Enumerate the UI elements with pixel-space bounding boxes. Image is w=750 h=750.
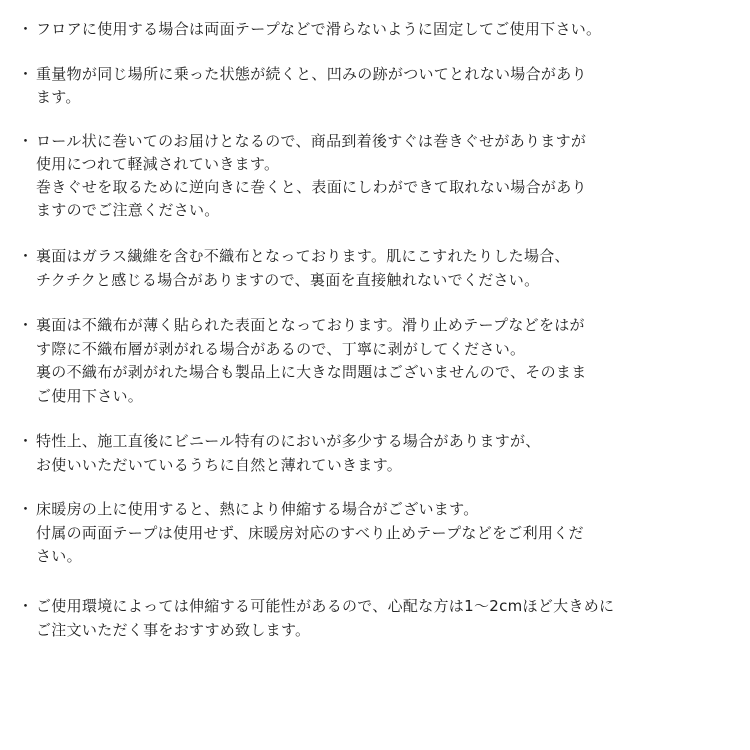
bullet-mark: ・ <box>18 597 34 615</box>
bullet-mark: ・ <box>18 247 34 265</box>
note-line: す際に不織布層が剥がれる場合があるので、丁寧に剥がしてください。 <box>36 340 526 358</box>
note-line: 特性上、施工直後にビニール特有のにおいが多少する場合がありますが、 <box>36 432 541 450</box>
note-line: ご注文いただく事をおすすめ致します。 <box>36 621 311 639</box>
note-line: 重量物が同じ場所に乗った状態が続くと、凹みの跡がついてとれない場合があり <box>36 65 587 83</box>
note-line: 使用につれて軽減されていきます。 <box>36 155 280 173</box>
note-line: ご使用環境によっては伸縮する可能性があるので、心配な方は1～2cmほど大きめに <box>36 597 615 615</box>
note-line: さい。 <box>36 547 82 565</box>
bullet-mark: ・ <box>18 65 34 83</box>
bullet-mark: ・ <box>18 20 34 38</box>
note-line: 裏面はガラス繊維を含む不織布となっております。肌にこすれたりした場合、 <box>36 247 570 265</box>
note-line: ロール状に巻いてのお届けとなるので、商品到着後すぐは巻きぐせがありますが <box>36 132 587 150</box>
note-line: お使いいただいているうちに自然と薄れていきます。 <box>36 456 403 474</box>
bullet-mark: ・ <box>18 316 34 334</box>
note-line: ますのでご注意ください。 <box>36 201 220 219</box>
note-line: 巻きぐせを取るために逆向きに巻くと、表面にしわができて取れない場合があり <box>36 178 587 196</box>
note-line: ます。 <box>36 88 81 106</box>
bullet-mark: ・ <box>18 432 34 450</box>
note-line: ご使用下さい。 <box>36 387 144 405</box>
note-line: フロアに使用する場合は両面テープなどで滑らないように固定してご使用下さい。 <box>36 20 602 38</box>
note-line: 床暖房の上に使用すると、熱により伸縮する場合がございます。 <box>36 500 479 518</box>
bullet-mark: ・ <box>18 500 34 518</box>
bullet-mark: ・ <box>18 132 34 150</box>
note-line: チクチクと感じる場合がありますので、裏面を直接触れないでください。 <box>36 271 540 289</box>
note-line: 付属の両面テープは使用せず、床暖房対応のすべり止めテープなどをご利用くだ <box>36 524 584 542</box>
note-line: 裏の不織布が剥がれた場合も製品上に大きな問題はございませんので、そのまま <box>36 363 587 381</box>
note-line: 裏面は不織布が薄く貼られた表面となっております。滑り止めテープなどをはが <box>36 316 585 334</box>
